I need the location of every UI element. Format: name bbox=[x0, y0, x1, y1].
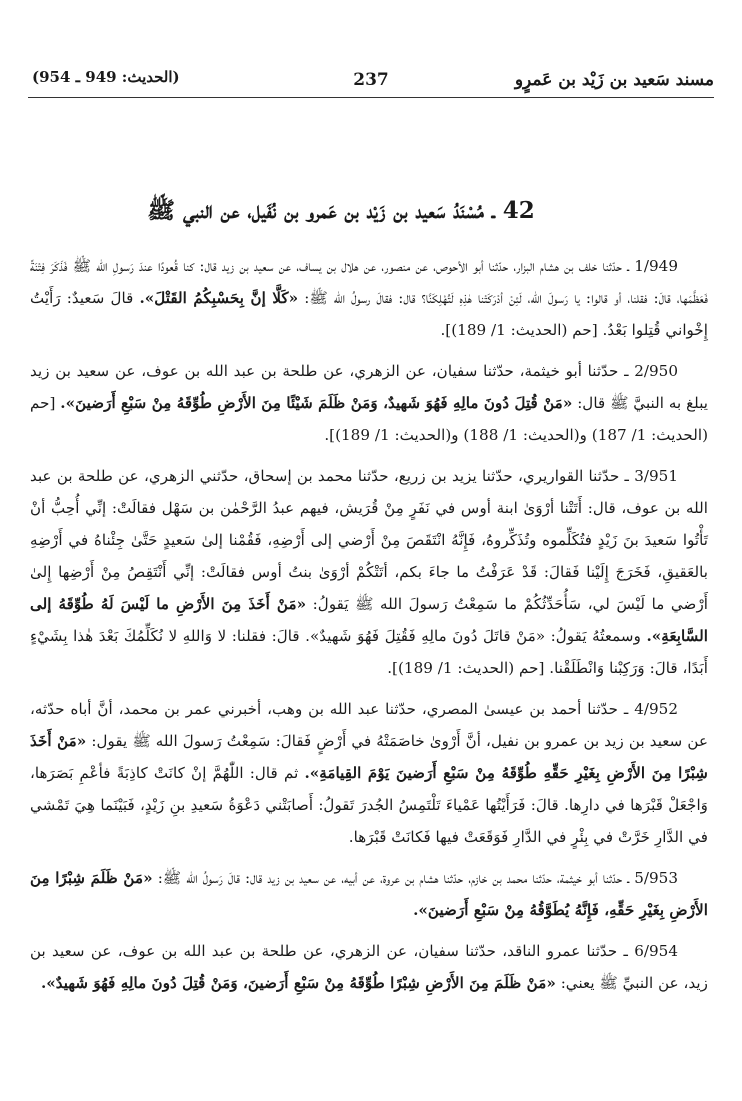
hadith-quote: «كَلَّا إنَّ بِحَسْبِكُمُ القَتْلَ». bbox=[139, 289, 299, 307]
hadith-after: وسمعتُهُ يَقولُ: «مَنْ قاتَلَ دُونَ مالِهِ فَقُتِلَ فَهُوَ شَهيدٌ». قالَ: فقلنا: لا وَاللهِ لا نُكَلِّمُكَ بَعْدَ هٰذا بِشَيْءٍ أَبَدًا، قالَ: وَرَكِبْنا وَانْطَلَقْنا. [حم (الحديث: 1/ 189)]. bbox=[30, 627, 708, 677]
hadith-950 bbox=[30, 355, 708, 451]
hadith-quote: «مَنْ أَخَذَ شِبْرًا مِنَ الأَرْضِ بِغَيْرِ حَقِّهِ طُوِّقَهُ مِنْ سَبْعِ أَرَضينَ يَوْمَ القِيامَةِ». bbox=[30, 732, 709, 782]
hadith-text: 1/949 ـ حدّثنا خلف بن هشام البزار، حدّثنا أبو الأحوص، عن منصور، عن هلال بن يساف، عن سعيد بن زيد قال: كنا قُعودًا عندَ رَسولِ الله ﷺ فَذَكَرَ فِتْنَةً فَعَظَّمَها، قالَ: فقلنا، أو قالوا: يا رَسولَ الله، لَئِنْ أدْرَكَتْنا هٰذِهِ لَتُهْلِكَنَّا؟ قال: فقالَ رسولُ الله ﷺ: bbox=[30, 257, 709, 307]
chapter-title: 42 ـ مُسْنَدُ سَعيد بن زَيْد بن عَمرو بن نُفَيل، عن النبي ﷺ bbox=[147, 197, 535, 224]
hadith-after: [حم (الحديث: 1/ 187) و(الحديث: 1/ 188) و(الحديث: 1/ 189)]. bbox=[30, 394, 708, 444]
hadith-954 bbox=[30, 935, 708, 999]
page-number: 237 bbox=[353, 70, 389, 90]
hadith-text: 4/952 ـ حدّثنا أحمد بن عيسىٰ المصري، حدّثنا عبد الله بن وهب، أخبرني عمر بن محمد، أنَّ أباه حدّثه، عن سعيد بن زيد بن عمرو بن نفيل، أنَّ أَرْوىٰ خاصَمَتْهُ في أَرْضٍ فَقالَ: سَمِعْتُ رَسولَ الله ﷺ يقول: bbox=[30, 700, 709, 750]
hadith-953 bbox=[30, 862, 708, 926]
hadith-after: قالَ سَعيدٌ: رَأَيْتُ إِخْواني قُتِلوا بَعْدُ. [حم (الحديث: 1/ 189)]. bbox=[30, 289, 708, 339]
hadith-text: 6/954 ـ حدّثنا عمرو الناقد، حدّثنا سفيان، عن الزهري، عن طلحة بن عبد الله بن عوف، عن سعيد بن زيد، عن النبيِّ ﷺ يعني: bbox=[30, 942, 708, 992]
hadith-951 bbox=[30, 460, 708, 684]
header-divider bbox=[28, 97, 714, 98]
hadith-quote: «مَنْ قُتِلَ دُونَ مالِهِ فَهُوَ شَهيدٌ، وَمَنْ ظَلَمَ شَيْئًا مِنَ الأَرْضِ طُوِّقَهُ مِنْ سَبْعِ أَرَضينَ». bbox=[60, 394, 573, 412]
hadith-list bbox=[30, 250, 708, 1008]
hadith-952 bbox=[30, 693, 708, 853]
hadith-range: (الحديث: 949 ـ 954) bbox=[32, 68, 180, 86]
hadith-text: 3/951 ـ حدّثنا القواريري، حدّثنا يزيد بن زريع، حدّثنا محمد بن إسحاق، حدّثني الزهري، عن طلحة بن عبد الله بن عوف، قال: أَتَتْنا أرْوَىٰ ابنة أوس في نَفَرٍ مِنْ قُرَيش، فيهم عبدُ الرَّحْمٰن بن سَهْل فقالَتْ: إنِّي أُحِبُّ أنْ تَأْتُوا سَعيدَ بنَ زَيْدٍ فتُكَلِّموه وتُذَكِّروهُ، فَإِنَّهُ انْتَقَصَ مِنْ أَرْضي إلى أَرْضِهِ، فَقُمْنا إلىٰ سَعيدٍ حَتَّىٰ جِئْناهُ في أَرْضِهِ بالعَقيقِ، فَخَرَجَ إِلَيْنا فَقالَ: قَدْ عَرَفْتُ ما جاءَ بكم، أتَتْكُمْ أرْوَىٰ بنتُ أوس فقالَتْ: إنِّي أَنْتَقِصُ مِنْ أَرْضِها إِلىٰ أَرْضي ما لَيْسَ لي، سَأُحَدِّثُكُمْ ما سَمِعْتُ رَسولَ الله ﷺ يَقولُ: bbox=[30, 467, 708, 613]
hadith-after: ثم قال: اللّٰهُمَّ إنْ كانَتْ كاذِبَةً فأعْمِ بَصَرَها، وَاجْعَلْ قَبْرَها في دارِها. قالَ: فَرَأَيْتُها عَمْياءَ تَلْتَمِسُ الجُدرَ تَقولُ: أَصابَتْني دَعْوَةُ سَعيدِ بنِ زَيْدٍ، فَبَيْنَما هِيَ تَمْشي في الدَّارِ خَرَّتْ في بِئْرٍ في الدَّارِ فَوَقَعَتْ فيها فَكانَتْ قَبْرَها. bbox=[30, 764, 708, 846]
hadith-text: 5/953 ـ حدّثنا أبو خيثمة، حدّثنا محمد بن خازم، حدّثنا هشام بن عروة، عن أبيه، عن سعيد بن زيد قال: قالَ رَسولُ الله ﷺ: bbox=[157, 869, 679, 887]
book-title: مسند سَعيد بن زَيْد بن عَمرٍو bbox=[514, 70, 714, 90]
running-header bbox=[28, 66, 714, 96]
hadith-text: 2/950 ـ حدّثنا أبو خيثمة، حدّثنا سفيان، عن الزهري، عن طلحة بن عبد الله بن عوف، عن سعيد بن زيد يبلغ به النبيَّ ﷺ قال: bbox=[30, 362, 708, 412]
hadith-949 bbox=[30, 250, 708, 346]
hadith-quote: «مَنْ ظَلَمَ شِبْرًا مِنَ الأَرْضِ بِغَيْرِ حَقِّهِ، فَإِنَّهُ يُطَوَّقُهُ مِنْ سَبْعِ أَرَضينَ». bbox=[30, 869, 708, 919]
hadith-quote: «مَنْ أَخَذَ مِنَ الأَرْضِ ما لَيْسَ لَهُ طُوِّقَهُ إلى السَّابِعَةِ». bbox=[30, 595, 709, 645]
hadith-quote: «مَنْ ظَلَمَ مِنَ الأَرْضِ شِبْرًا طُوِّقَهُ مِنْ سَبْعِ أَرَضينَ، وَمَنْ قُتِلَ دُونَ مالِهِ فَهُوَ شَهيدٌ». bbox=[40, 974, 556, 992]
